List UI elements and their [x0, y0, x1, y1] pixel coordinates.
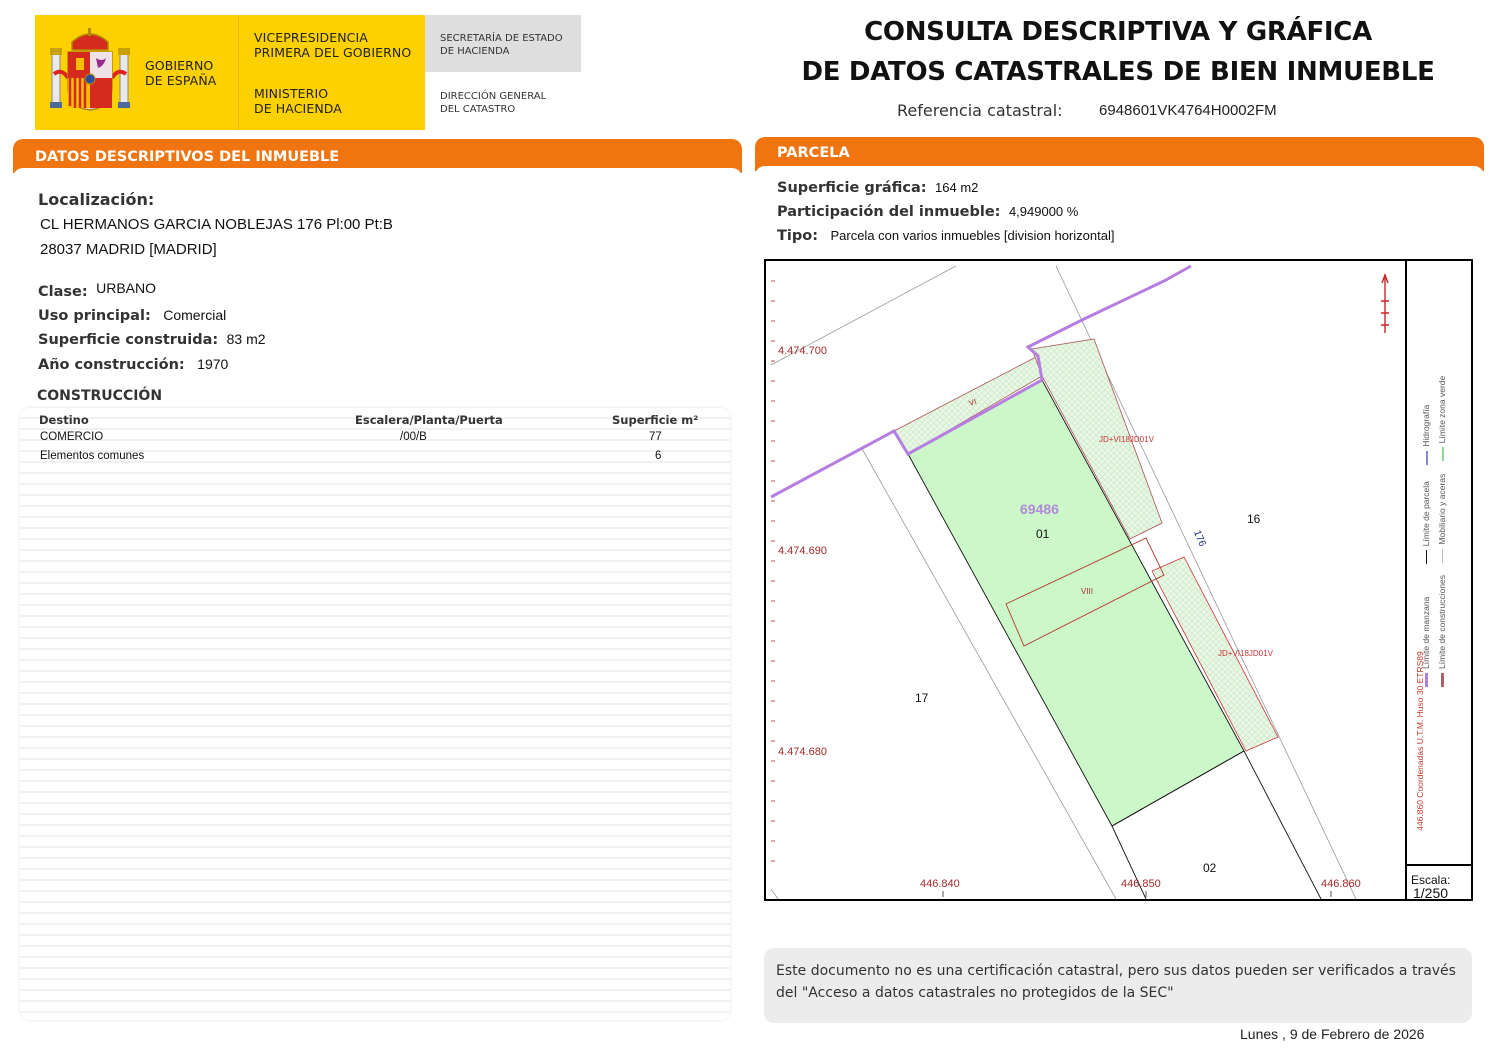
descriptive-section-title: DATOS DESCRIPTIVOS DEL INMUEBLE: [35, 149, 340, 165]
street-number-label: 176: [1191, 528, 1208, 549]
verification-note: [764, 948, 1472, 1023]
parcela-section-title: PARCELA: [777, 145, 850, 161]
legend-green-line-icon: [1442, 447, 1444, 461]
anio-value: 1970: [197, 356, 229, 372]
north-arrow-icon: [1381, 275, 1389, 333]
clase-row: [38, 280, 157, 301]
legend-blue-line-icon: [1426, 451, 1428, 465]
clase-value: URBANO: [96, 280, 157, 296]
page-title-line2: DE DATOS CATASTRALES DE BIEN INMUEBLE: [801, 57, 1435, 87]
parcela-superficie-value: 164 m2: [935, 180, 979, 195]
logo-min-line1: MINISTERIO: [254, 86, 329, 101]
floor-vi-label: VI: [967, 396, 978, 409]
logo-direccion: [440, 90, 546, 116]
tipo-row: [777, 227, 1114, 245]
annotation-top: JD+VI18JD01V: [1099, 435, 1154, 444]
parcel-id-label: 69486: [1020, 501, 1059, 517]
logo-gobierno-line1: GOBIERNO: [145, 58, 214, 73]
legend-grey-line-icon: [1442, 549, 1443, 563]
coat-of-arms-icon: [48, 28, 132, 114]
logo-min-line2: DE HACIENDA: [254, 101, 342, 116]
construction-title: CONSTRUCCIÓN: [37, 388, 163, 404]
document-date: Lunes , 9 de Febrero de 2026: [1240, 1026, 1425, 1042]
y-label-690: 4.474.690: [778, 545, 827, 557]
participacion-value: 4,949000 %: [1008, 204, 1079, 219]
parcela-section-edge: [755, 166, 1484, 176]
legend-item-construcciones: Límite de construcciones: [1437, 574, 1447, 669]
superficie-value: 83 m2: [226, 331, 266, 347]
table-header-destino: Destino: [39, 413, 89, 427]
location-label: Localización:: [38, 190, 155, 209]
legend-item-parcela: Límite de parcela: [1421, 481, 1431, 547]
logo-secretaria: [440, 32, 563, 58]
table-row-1-superficie: 77: [649, 431, 662, 443]
anio-row: [38, 356, 228, 374]
superficie-label: Superficie construida:: [38, 332, 219, 348]
map-legend: [1405, 259, 1473, 901]
cadastral-map[interactable]: [764, 259, 1473, 901]
y-label-680: 4.474.680: [778, 746, 827, 758]
legend-item-zona-verde: Límite zona verde: [1437, 375, 1447, 444]
x-label-840: 446.840: [920, 878, 960, 890]
table-row-2-destino: Elementos comunes: [40, 450, 145, 462]
legend-coords-note: 446.860 Coordenadas U.T.M. Huso 30 ETRS89: [1415, 651, 1425, 831]
parcela-superficie-row: [777, 179, 978, 197]
uso-row: [38, 307, 226, 325]
clase-label: Clase:: [38, 284, 88, 300]
table-row-1-destino: COMERCIO: [40, 431, 104, 443]
construction-table: [20, 408, 730, 1020]
logo-dir-line1: DIRECCIÓN GENERAL: [440, 91, 547, 102]
plot-17-label: 17: [915, 691, 929, 705]
legend-item-hidrografia: Hidrografía: [1421, 404, 1431, 447]
logo-gobierno-line2: DE ESPAÑA: [145, 73, 217, 88]
table-row-2-superficie: 6: [655, 450, 662, 462]
scale-label: Escala:: [1411, 873, 1451, 887]
tipo-label: Tipo:: [777, 228, 819, 244]
plot-16-label: 16: [1247, 512, 1261, 526]
legend-row-2: [1437, 247, 1453, 887]
logo-vicepresidencia: [254, 30, 411, 60]
logo-divider: [238, 15, 239, 130]
legend-black-line-icon: [1426, 550, 1427, 564]
annotation-bottom: JD+VI18JD01V: [1218, 649, 1273, 658]
logo-vice-line2: PRIMERA DEL GOBIERNO: [254, 45, 412, 60]
uso-value: Comercial: [163, 307, 227, 323]
anio-label: Año construcción:: [38, 357, 185, 373]
tipo-value: Parcela con varios inmuebles [division horizontal]: [830, 228, 1115, 243]
legend-red-line-icon: [1441, 673, 1444, 687]
logo-gobierno: [145, 58, 216, 88]
superficie-row: [38, 331, 266, 349]
scale-value: 1/250: [1413, 885, 1449, 901]
legend-item-manzana: Límite de manzana: [1421, 596, 1431, 669]
uso-label: Uso principal:: [38, 308, 151, 324]
x-label-850: 446.850: [1121, 878, 1161, 890]
parcela-superficie-label: Superficie gráfica:: [777, 180, 927, 196]
logo-sec-line2: DE HACIENDA: [440, 46, 510, 57]
logo-dir-line2: DEL CATASTRO: [440, 104, 516, 115]
participacion-row: [777, 203, 1078, 221]
participacion-label: Participación del inmueble:: [777, 204, 1001, 220]
logo-ministerio: [254, 86, 342, 116]
unit-01-label: 01: [1036, 527, 1050, 541]
ref-catastral-value: 6948601VK4764H0002FM: [1099, 102, 1277, 119]
map-drawing: [766, 261, 1471, 899]
logo-sec-line1: SECRETARÍA DE ESTADO: [440, 33, 563, 44]
descriptive-section-edge: [13, 168, 742, 178]
ref-catastral-label: Referencia catastral:: [897, 101, 1063, 120]
y-label-700: 4.474.700: [778, 345, 827, 357]
x-label-860: 446.860: [1321, 878, 1361, 890]
logo-vice-line1: VICEPRESIDENCIA: [254, 30, 368, 45]
table-header-escalera: Escalera/Planta/Puerta: [355, 413, 503, 427]
table-row-1-escalera: /00/B: [400, 431, 427, 443]
verification-note-text: Este documento no es una certificación catastral, pero sus datos pueden ser verificados a través del "Acceso a datos catastrales no protegidos de la SEC": [776, 963, 1456, 1001]
legend-item-mobiliario: Mobiliario y aceras: [1437, 473, 1447, 545]
address-line1: CL HERMANOS GARCIA NOBLEJAS 176 Pl:00 Pt:B: [40, 216, 393, 233]
page-title-line1: CONSULTA DESCRIPTIVA Y GRÁFICA: [864, 17, 1372, 47]
unit-02-label: 02: [1203, 861, 1217, 875]
table-header-superficie: Superficie m²: [612, 413, 699, 427]
floor-viii-label: VIII: [1081, 587, 1094, 596]
address-line2: 28037 MADRID [MADRID]: [40, 241, 217, 258]
